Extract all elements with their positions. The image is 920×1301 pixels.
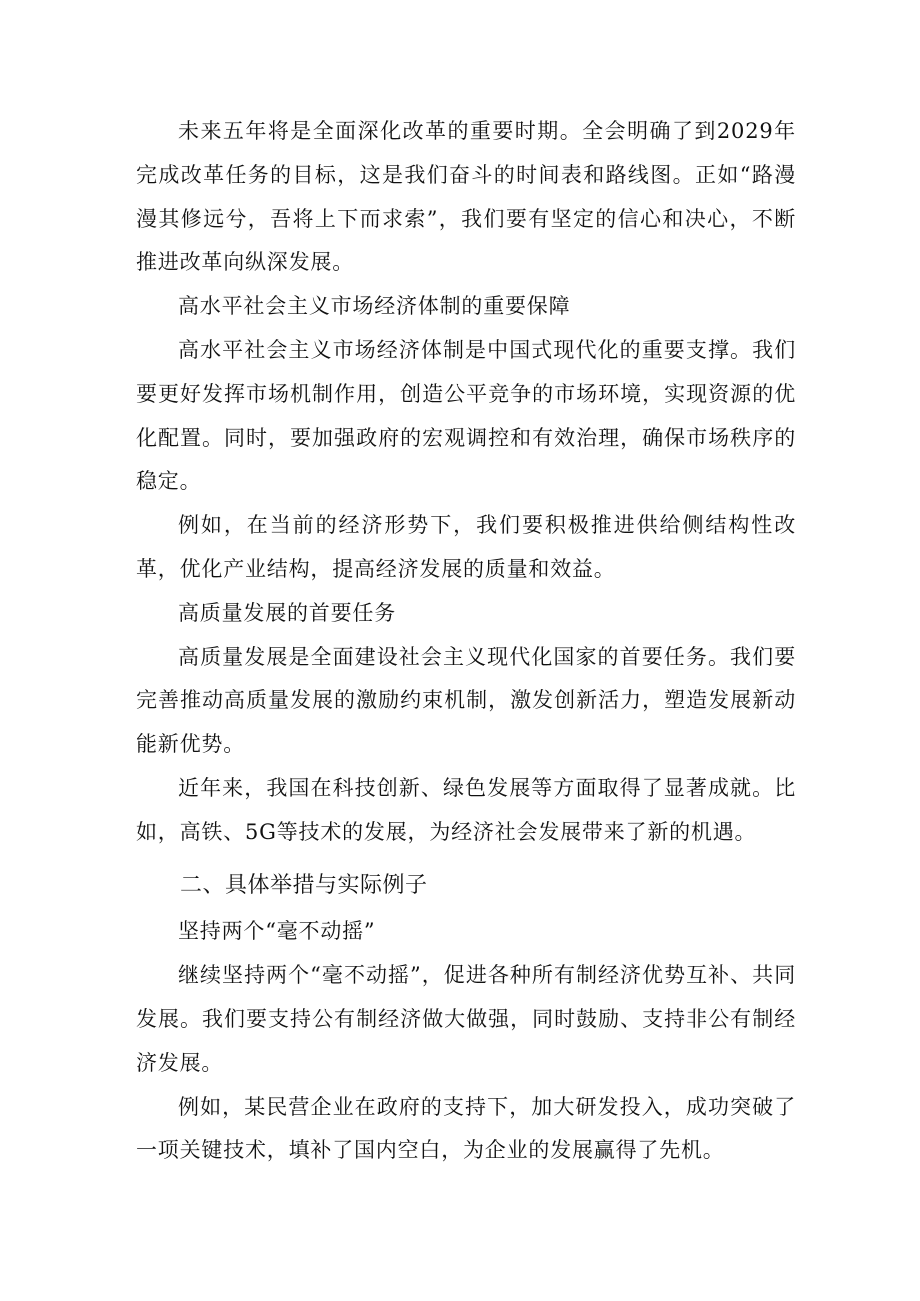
- subheading: 坚持两个“毫不动摇”: [178, 919, 376, 944]
- paragraph: 例如，在当前的经济形势下，我们要积极推进供给侧结构性改革，优化产业结构，提高经济发展的质量和效益。: [136, 513, 796, 581]
- subheading: 高质量发展的首要任务: [178, 600, 396, 625]
- paragraph: 继续坚持两个“毫不动摇”，促进各种所有制经济优势互补、共同发展。我们要支持公有制经济做大做强，同时鼓励、支持非公有制经济发展。: [136, 963, 796, 1075]
- paragraph: 高质量发展是全面建设社会主义现代化国家的首要任务。我们要完善推动高质量发展的激励约束机制，激发创新活力，塑造发展新动能新优势。: [136, 644, 796, 757]
- document-body: [136, 110, 796, 1173]
- paragraph: 例如，某民营企业在政府的支持下，加大研发投入，成功突破了一项关键技术，填补了国内空白，为企业的发展赢得了先机。: [136, 1094, 796, 1163]
- section-heading: 二、具体举措与实际例子: [180, 872, 428, 898]
- paragraph: 近年来，我国在科技创新、绿色发展等方面取得了显著成就。比如，高铁、5G等技术的发展，为经济社会发展带来了新的机遇。: [136, 775, 796, 844]
- paragraph: 高水平社会主义市场经济体制是中国式现代化的重要支撑。我们要更好发挥市场机制作用，创造公平竞争的市场环境，实现资源的优化配置。同时，要加强政府的宏观调控和有效治理，确保市场秩序的稳定。: [136, 337, 796, 494]
- paragraph: 未来五年将是全面深化改革的重要时期。全会明确了到2029年完成改革任务的目标，这是我们奋斗的时间表和路线图。正如“路漫漫其修远兮，吾将上下而求索”，我们要有坚定的信心和决心，不断推进改革向纵深发展。: [136, 119, 796, 275]
- subheading: 高水平社会主义市场经济体制的重要保障: [178, 294, 571, 319]
